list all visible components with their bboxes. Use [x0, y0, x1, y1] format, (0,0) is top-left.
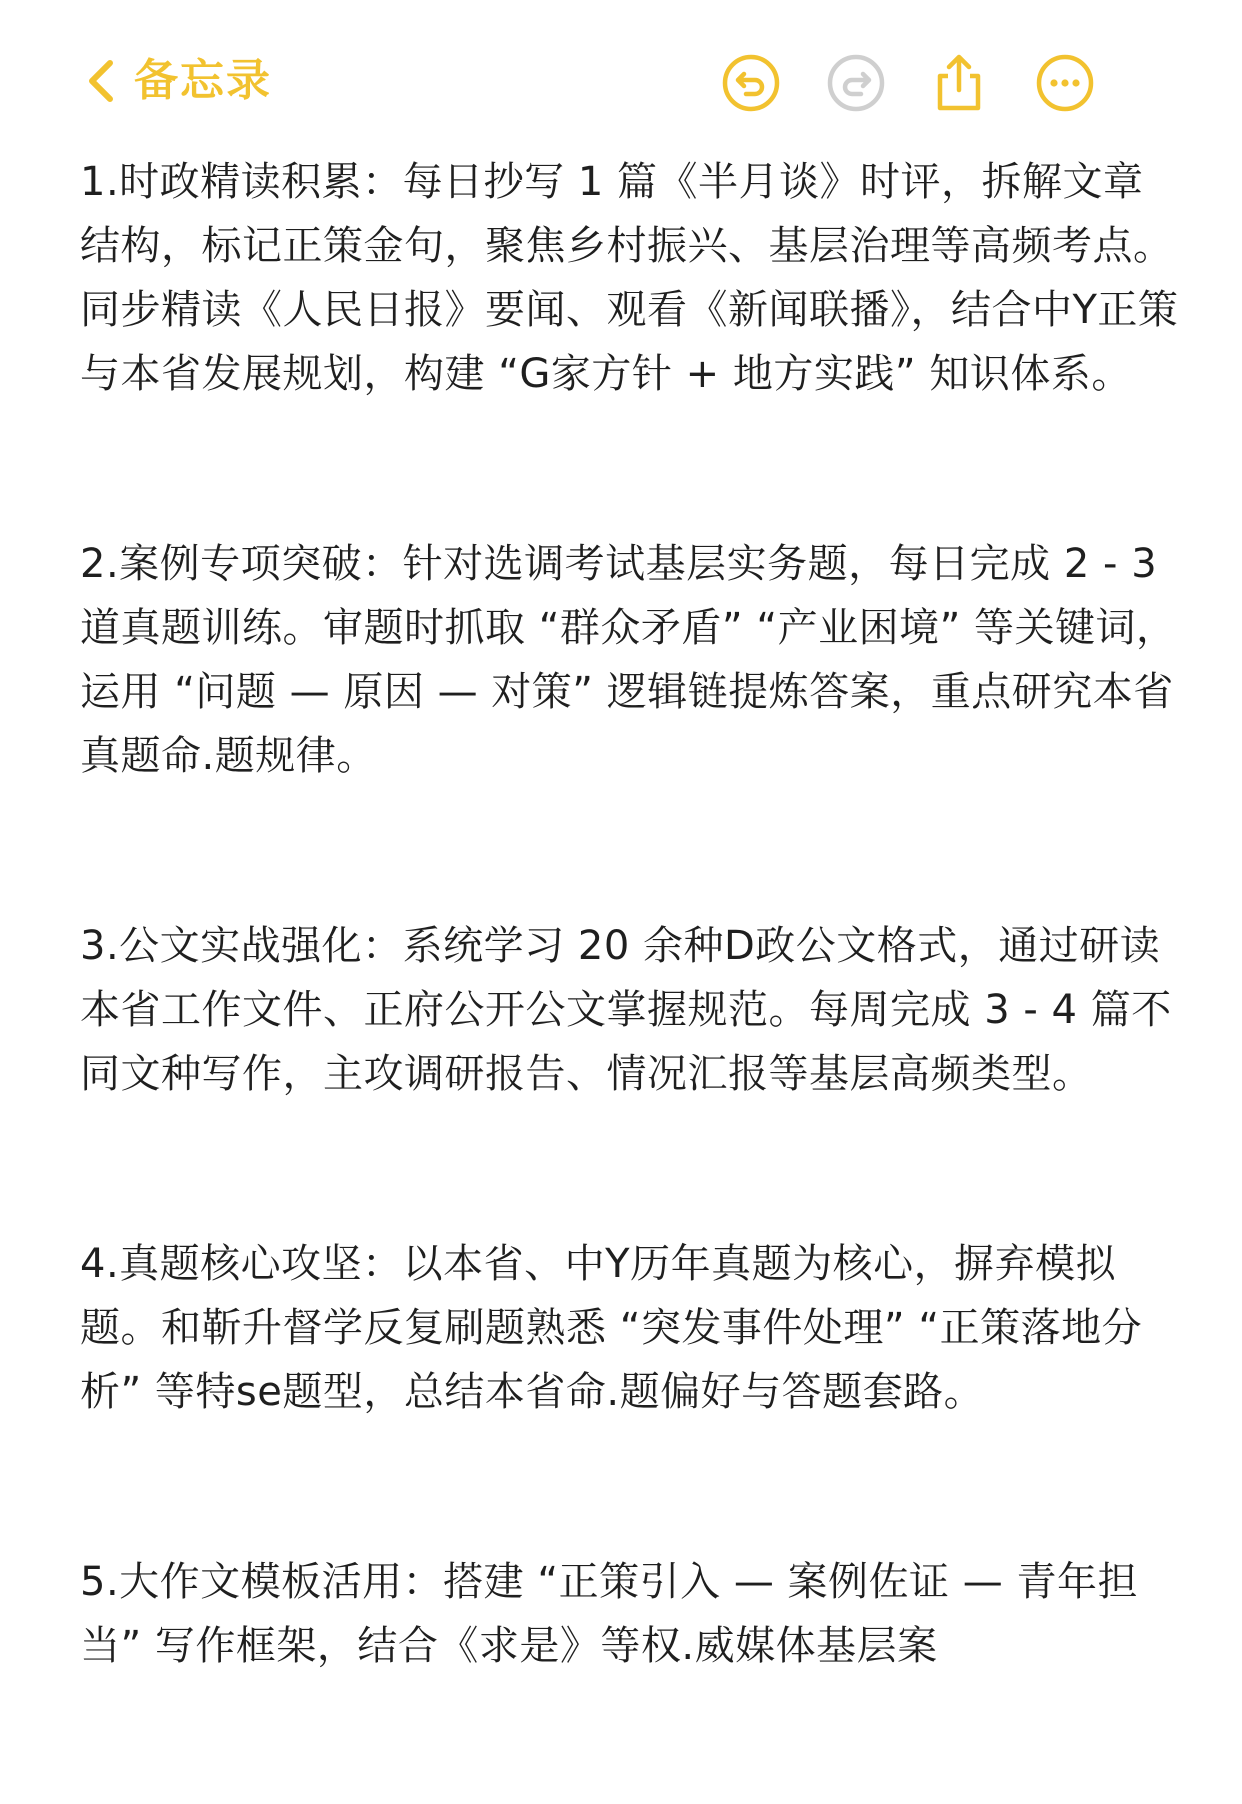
back-button[interactable]: [86, 50, 272, 112]
back-label: 备忘录: [134, 55, 272, 106]
more-button[interactable]: [1034, 52, 1096, 114]
note-body[interactable]: [80, 150, 1180, 1804]
share-icon: [928, 52, 990, 114]
more-icon: [1034, 52, 1096, 114]
undo-button[interactable]: [720, 52, 782, 114]
navigation-bar: [0, 0, 1242, 160]
note-paragraph-5: 5.大作文模板活用：搭建 “正策引入 — 案例佐证 — 青年担当” 写作框架，结合《求是》等权.威媒体基层案: [80, 1559, 1138, 1669]
note-paragraph-3: 3.公文实战强化：系统学习 20 余种D政公文格式，通过研读本省工作文件、正府公开公文掌握规范。每周完成 3 - 4 篇不同文种写作，主攻调研报告、情况汇报等基层高频类型。: [80, 923, 1172, 1097]
redo-icon: [825, 52, 887, 114]
share-button[interactable]: [928, 52, 990, 114]
chevron-left-icon: [86, 59, 116, 103]
note-paragraph-2: 2.案例专项突破：针对选调考试基层实务题，每日完成 2 - 3 道真题训练。审题时抓取 “群众矛盾” “产业困境” 等关键词，运用 “问题 — 原因 — 对策” 逻辑链提炼答案，重点研究本省真题命.题规律。: [80, 541, 1177, 779]
undo-icon: [720, 52, 782, 114]
note-paragraph-1: 1.时政精读积累：每日抄写 1 篇《半月谈》时评，拆解文章结构，标记正策金句，聚焦乡村振兴、基层治理等高频考点。同步精读《人民日报》要闻、观看《新闻联播》，结合中Y正策与本省发展规划，构建 “G家方针 + 地方实践” 知识体系。: [80, 159, 1179, 397]
note-paragraph-4: 4.真题核心攻坚：以本省、中Y历年真题为核心，摒弃模拟题。和靳升督学反复刷题熟悉 “突发事件处理” “正策落地分析” 等特se题型，总结本省命.题偏好与答题套路。: [80, 1241, 1143, 1415]
redo-button[interactable]: [825, 52, 887, 114]
